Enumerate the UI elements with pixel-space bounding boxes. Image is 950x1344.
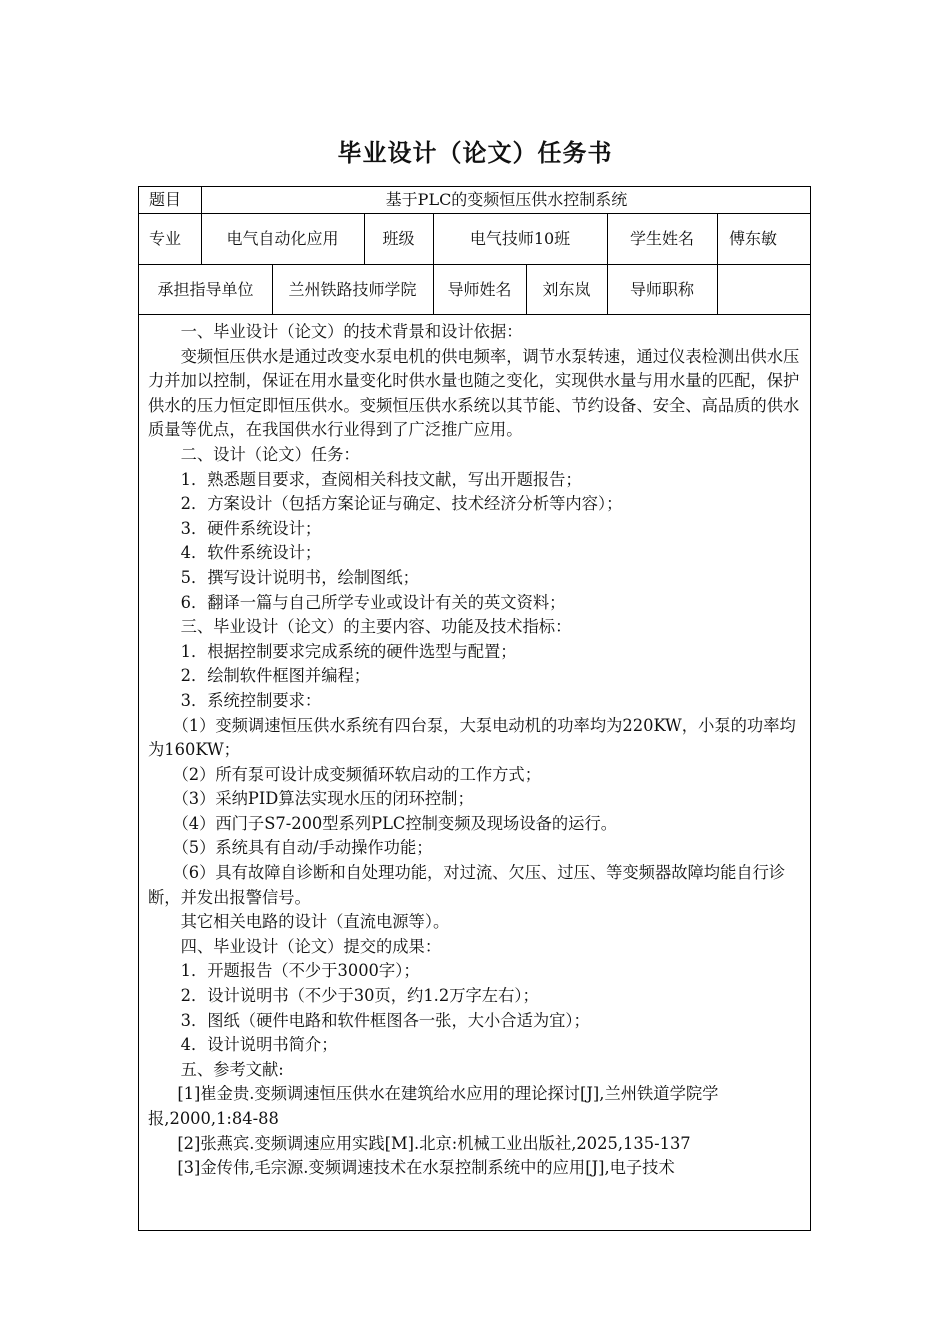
list-item: 2．绘制软件框图并编程； (180, 666, 371, 686)
list-item: （4）西门子S7-200型系列PLC控制变频及现场设备的运行。 (172, 813, 618, 833)
list-item: 3．图纸（硬件电路和软件框图各一张，大小合适为宜）； (180, 1010, 590, 1030)
list-item: 3．硬件系统设计； (180, 518, 322, 538)
section-heading: 二、设计（论文）任务： (180, 444, 360, 464)
list-item: （2）所有泵可设计成变频循环软启动的工作方式； (172, 764, 541, 784)
paragraph: 变频恒压供水是通过改变水泵电机的供电频率，调节水泵转速，通过仪表检测出供水压力并加以控制，保证在用水量变化时供水量也随之变化，实现供水量与用水量的匹配，保护供水的压力恒定即恒压供水。变频恒压供水系统以其节能、节约设备、安全、高品质的供水质量等优点，在我国供水行业得到了广泛推广应用。 (148, 346, 800, 440)
list-item: （5）系统具有自动/手动操作功能； (172, 838, 433, 858)
topic-label: 题目 (149, 190, 182, 209)
task-form-table (138, 186, 811, 1231)
list-item: （6）具有故障自诊断和自处理功能，对过流、欠压、过压、等变频器故障均能自行诊断，并发出报警信号。 (148, 863, 786, 907)
list-item: （3）采纳PID算法实现水压的闭环控制； (172, 789, 474, 809)
unit-value: 兰州铁路技师学院 (288, 280, 417, 299)
list-item: 1．熟悉题目要求，查阅相关科技文献，写出开题报告； (180, 469, 582, 489)
reference-item: [1]崔金贵.变频调速恒压供水在建筑给水应用的理论探讨[J],兰州铁道学院学报,2000,1:84-88 (148, 1084, 719, 1128)
row-divider (139, 314, 810, 315)
unit-label: 承担指导单位 (157, 280, 254, 299)
list-item: 2．方案设计（包括方案论证与确定、技术经济分析等内容）； (180, 494, 623, 514)
section-heading: 三、毕业设计（论文）的主要内容、功能及技术指标： (180, 617, 572, 637)
list-item: 5．撰写设计说明书，绘制图纸； (180, 567, 419, 587)
list-item: 1．根据控制要求完成系统的硬件选型与配置； (180, 641, 517, 661)
list-item: 4．软件系统设计； (180, 543, 322, 563)
reference-item: [3]金传伟,毛宗源.变频调速技术在水泵控制系统中的应用[J],电子技术 (177, 1158, 675, 1178)
page-title: 毕业设计（论文）任务书 (337, 139, 613, 167)
section-heading: 四、毕业设计（论文）提交的成果： (180, 936, 442, 956)
student-value: 傅东敏 (729, 229, 778, 248)
major-value: 电气自动化应用 (226, 229, 339, 248)
reference-item: [2]张燕宾.变频调速应用实践[M].北京:机械工业出版社,2025,135-137 (177, 1133, 691, 1153)
advisor-label: 导师姓名 (447, 280, 512, 299)
class-label: 班级 (382, 229, 415, 248)
paragraph: 其它相关电路的设计（直流电源等）。 (180, 912, 450, 932)
list-item: 6．翻译一篇与自己所学专业或设计有关的英文资料； (180, 592, 566, 612)
section-heading: 一、毕业设计（论文）的技术背景和设计依据： (180, 322, 523, 341)
topic-value: 基于PLC的变频恒压供水控制系统 (385, 190, 628, 209)
advisor-value: 刘东岚 (542, 280, 591, 299)
list-item: （1）变频调速恒压供水系统有四台泵，大泵电动机的功率均为220KW，小泵的功率均为160KW； (148, 715, 796, 760)
list-item: 1．开题报告（不少于3000字）； (180, 961, 420, 981)
major-label: 专业 (149, 229, 182, 248)
row-divider (139, 264, 810, 265)
list-item: 2．设计说明书（不少于30页，约1.2万字左右）； (180, 986, 539, 1006)
col-divider (717, 213, 718, 264)
task-content (148, 320, 803, 1181)
student-label: 学生姓名 (629, 229, 694, 248)
row-divider (139, 213, 810, 214)
list-item: 4．设计说明书简介； (180, 1035, 338, 1055)
col-divider (717, 264, 718, 314)
advisor-title-label: 导师职称 (629, 280, 694, 299)
list-item: 3．系统控制要求： (180, 690, 322, 710)
section-heading: 五、参考文献: (180, 1059, 284, 1079)
class-value: 电气技师10班 (469, 229, 571, 248)
